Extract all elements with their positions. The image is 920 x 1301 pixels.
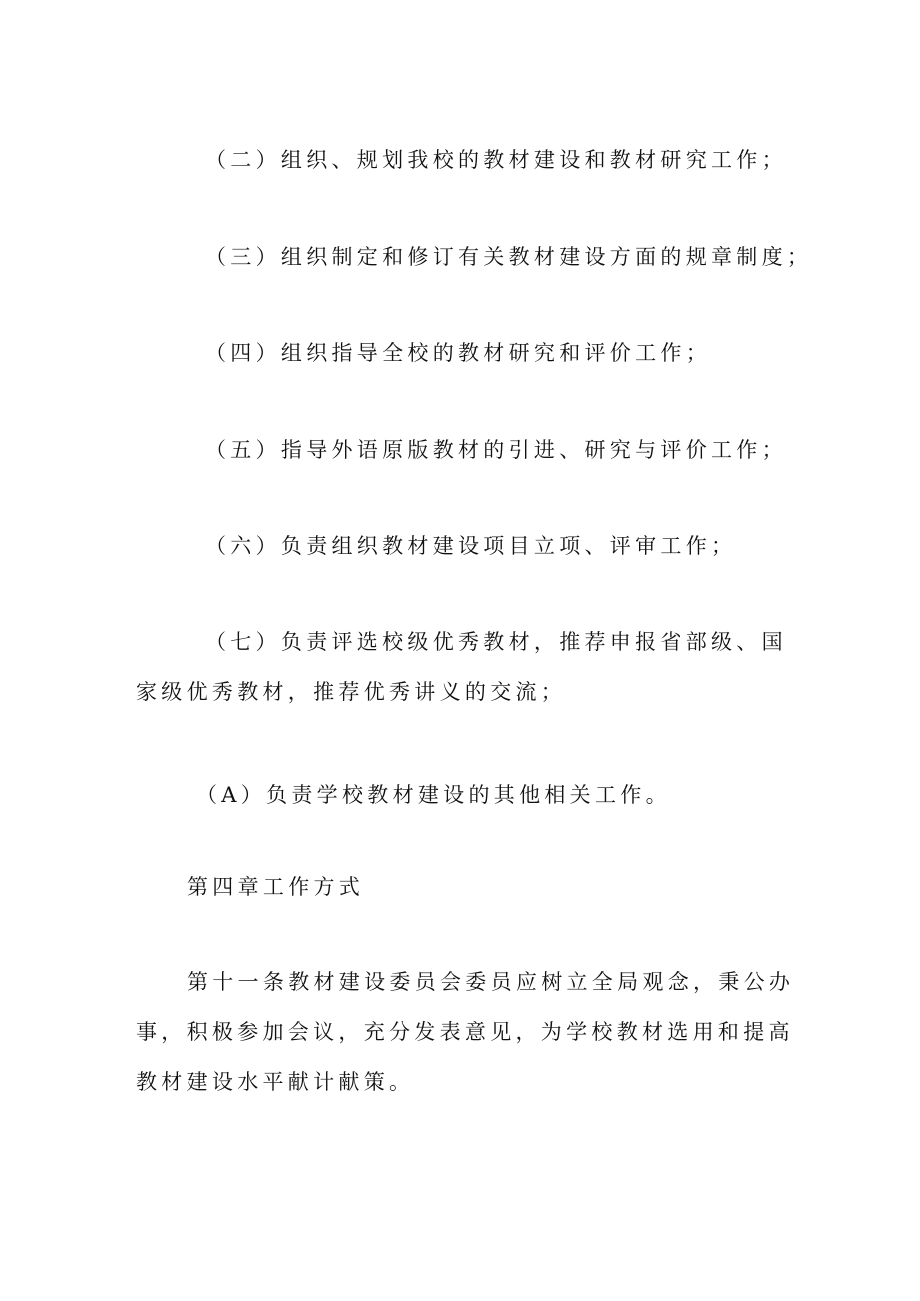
paragraph-item-5: （五）指导外语原版教材的引进、研究与评价工作； xyxy=(205,438,787,462)
chapter-heading: 第四章工作方式 xyxy=(187,875,365,899)
paragraph-item-2: （二）组织、规划我校的教材建设和教材研究工作； xyxy=(205,148,787,172)
paragraph-item-4: （四）组织指导全校的教材研究和评价工作； xyxy=(205,341,711,365)
paragraph-item-3: （三）组织制定和修订有关教材建设方面的规章制度； xyxy=(205,245,813,269)
paragraph-item-6: （六）负责组织教材建设项目立项、评审工作； xyxy=(205,534,737,558)
paragraph-item-7: （七）负责评选校级优秀教材，推荐申报省部级、国家级优秀教材，推荐优秀讲义的交流； xyxy=(136,630,787,704)
article-eleven-paragraph: 第十一条教材建设委员会委员应树立全局观念，秉公办事，积极参加会议，充分发表意见，为学校教材选用和提高教材建设水平献计献策。 xyxy=(136,970,795,1094)
paragraph-item-8: （A）负责学校教材建设的其他相关工作。 xyxy=(196,783,671,807)
